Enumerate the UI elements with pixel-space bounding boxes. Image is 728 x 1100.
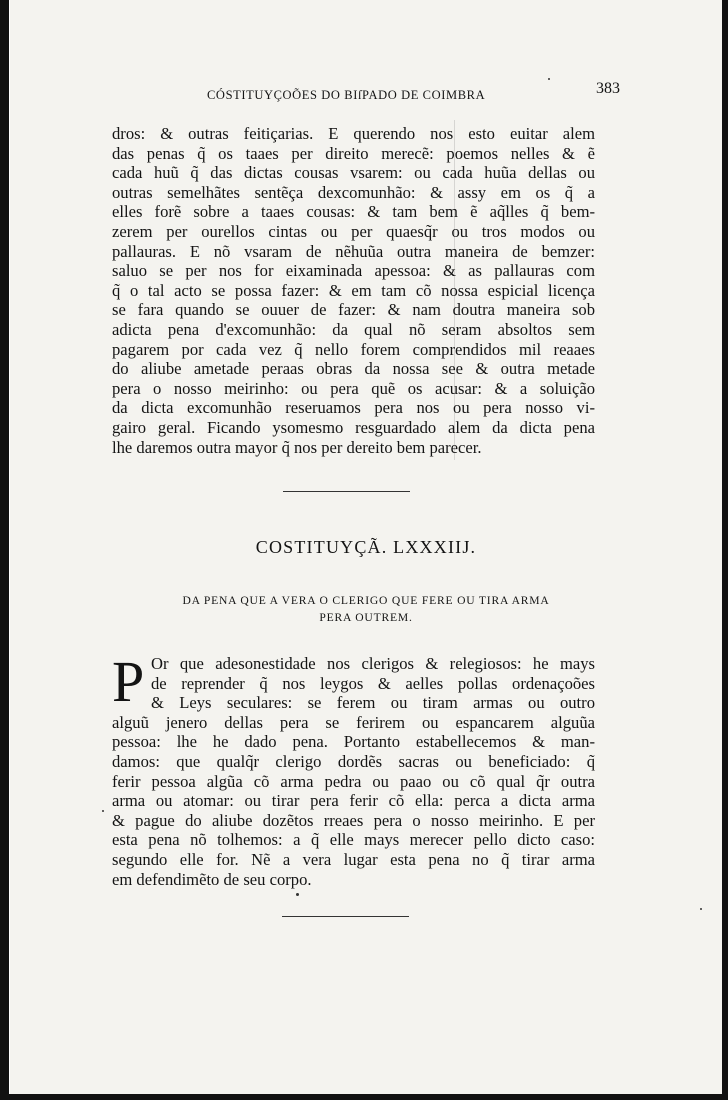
scan-speck bbox=[548, 78, 550, 80]
page-header bbox=[100, 80, 620, 102]
text-line: segundo elle for. Nẽ a vera lugar esta pena no q̃ tirar arma bbox=[112, 849, 595, 869]
text-line: de reprender q̃ nos leygos & aelles pollas ordenaçoões bbox=[151, 673, 595, 693]
scan-border-bottom bbox=[0, 1094, 728, 1100]
text-line: & pague do aliube dozẽtos rreaes pera o nosso meirinho. E per bbox=[112, 810, 595, 830]
page-number: 383 bbox=[596, 80, 620, 97]
text-line: adicta pena d'excomunhão: da qual nõ seram absoltos sem bbox=[112, 319, 595, 339]
text-line: se fara quando se ouuer de fazer: & nam doutra maneira sob bbox=[112, 300, 595, 320]
text-line: arma ou atomar: ou tirar pera ferir cõ ella: perca a dicta arma bbox=[112, 791, 595, 811]
scan-speck bbox=[102, 810, 104, 812]
running-head: CÓSTITUYÇOÕES DO BIſPADO DE COIMBRA bbox=[207, 88, 486, 102]
text-line: damos: que qualq̃r clerigo dordẽs sacras ou beneficiado: q̃ bbox=[112, 751, 595, 771]
chapter-body bbox=[112, 649, 595, 889]
chapter-subtitle bbox=[10, 592, 722, 626]
text-line: da dicta excomunhão reseruamos pera nos ou pera nosso vi- bbox=[112, 398, 595, 418]
text-line: pessoa: lhe he dado pena. Portanto estabellecemos & man- bbox=[112, 732, 595, 752]
text-line: Or que adesonestidade nos clerigos & relegiosos: he mays bbox=[151, 654, 595, 673]
text-line: dros: & outras feitiçarias. E querendo nos esto euitar alem bbox=[112, 124, 595, 143]
scan-border-left bbox=[0, 0, 9, 1100]
text-line: outras semelhãtes sentẽça dexcomunhão: & assy em os q̃ a bbox=[112, 182, 595, 202]
text-line: zerem per ourellos cintas ou per quaesq̃r ou tros modos ou bbox=[112, 221, 595, 241]
text-line: q̃ o tal acto se possa fazer: & em tam cõ nossa espicial licença bbox=[112, 280, 595, 300]
text-line: em defendimẽto de seu corpo. bbox=[112, 869, 312, 889]
passage-continued bbox=[112, 124, 595, 457]
text-line: cada huũ q̃ das dictas cousas vsarem: ou cada huũa dellas ou bbox=[112, 163, 595, 183]
text-line: do aliube ametade peraas obras da nossa see & outra metade bbox=[112, 359, 595, 379]
text-line: gairo geral. Ficando ysomesmo resguardado alem da dicta pena bbox=[112, 417, 595, 437]
text-line: esta pena nõ tolhemos: a q̃ elle mays merecer pello dicto caso: bbox=[112, 830, 595, 850]
scan-speck bbox=[296, 893, 299, 896]
chapter-subtitle-line: PERA OUTREM. bbox=[319, 611, 413, 624]
section-divider bbox=[282, 916, 409, 917]
text-line: pera o nosso meirinho: ou pera quẽ os acusar: & a soluição bbox=[112, 378, 595, 398]
text-line: pallauras. E nõ vsaram de nẽhuũa outra maneira de bemzer: bbox=[112, 241, 595, 261]
paper-sheet bbox=[10, 0, 722, 1094]
chapter-subtitle-line: DA PENA QUE A VERA O CLERIGO QUE FERE OU TIRA ARMA bbox=[182, 594, 550, 607]
scan-border-right bbox=[722, 0, 728, 1100]
text-line: elles forẽ sobre a taaes cousas: & tam bem ẽ aq̃lles q̃ bem- bbox=[112, 202, 595, 222]
chapter-title: COSTITUYÇÃ. LXXXIIJ. bbox=[255, 537, 477, 557]
section-divider bbox=[283, 491, 410, 492]
text-line: & Leys seculares: se ferem ou tiram armas ou outro bbox=[151, 693, 595, 713]
text-line: lhe daremos outra mayor q̃ nos per dereito bem parecer. bbox=[112, 437, 482, 457]
scan-speck bbox=[700, 908, 702, 910]
text-line: das penas q̃ os taaes per direito merecẽ: poemos nelles & ẽ bbox=[112, 143, 595, 163]
text-line: saluo se per nos for eixaminada apessoa: & as pallauras com bbox=[112, 261, 595, 281]
text-line: ferir pessoa algũa cõ arma pedra ou paao ou cõ qual q̃r outra bbox=[112, 771, 595, 791]
text-line: alguũ jenero dellas pera se ferirem ou espancarem alguũa bbox=[112, 712, 595, 732]
text-line: pagarem por cada vez q̃ nello forem comprendidos mil reaaes bbox=[112, 339, 595, 359]
drop-cap: P bbox=[112, 649, 145, 714]
